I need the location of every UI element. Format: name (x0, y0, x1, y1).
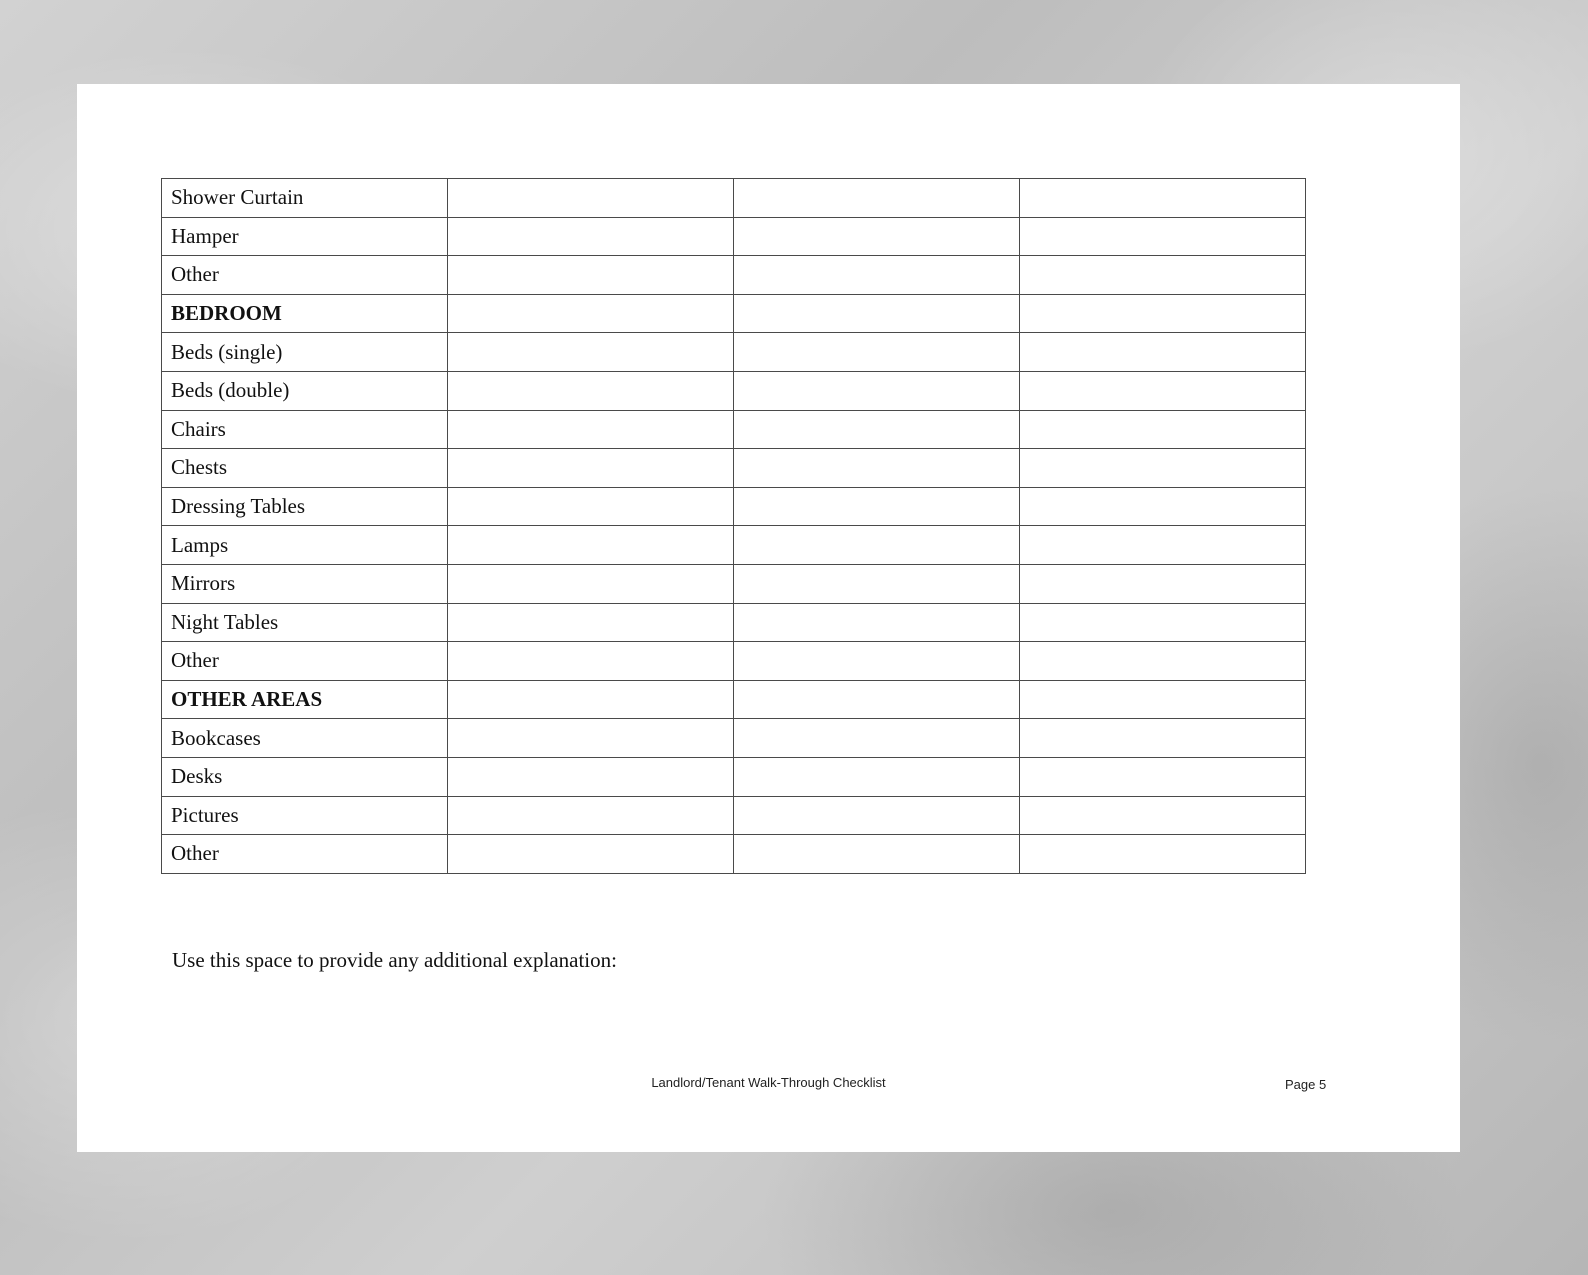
item-label: Lamps (162, 526, 448, 565)
entry-cell[interactable] (1020, 294, 1306, 333)
item-label: Hamper (162, 217, 448, 256)
section-header-row (162, 294, 1306, 333)
entry-cell[interactable] (734, 719, 1020, 758)
table-row (162, 217, 1306, 256)
entry-cell[interactable] (448, 371, 734, 410)
item-label: Other (162, 835, 448, 874)
item-label: Bookcases (162, 719, 448, 758)
item-label: Beds (single) (162, 333, 448, 372)
entry-cell[interactable] (448, 333, 734, 372)
entry-cell[interactable] (1020, 564, 1306, 603)
item-label: Pictures (162, 796, 448, 835)
entry-cell[interactable] (448, 719, 734, 758)
table-row (162, 333, 1306, 372)
table-row (162, 449, 1306, 488)
item-label: Other (162, 256, 448, 295)
table-row (162, 410, 1306, 449)
entry-cell[interactable] (1020, 333, 1306, 372)
entry-cell[interactable] (734, 835, 1020, 874)
entry-cell[interactable] (448, 256, 734, 295)
entry-cell[interactable] (1020, 603, 1306, 642)
entry-cell[interactable] (734, 526, 1020, 565)
entry-cell[interactable] (1020, 410, 1306, 449)
table-row (162, 757, 1306, 796)
table-row (162, 642, 1306, 681)
entry-cell[interactable] (1020, 757, 1306, 796)
entry-cell[interactable] (448, 835, 734, 874)
table-row (162, 603, 1306, 642)
section-header-row (162, 680, 1306, 719)
item-label: Chairs (162, 410, 448, 449)
item-label: Night Tables (162, 603, 448, 642)
additional-explanation-note: Use this space to provide any additional explanation: (172, 948, 617, 972)
entry-cell[interactable] (1020, 371, 1306, 410)
entry-cell[interactable] (1020, 487, 1306, 526)
entry-cell[interactable] (734, 179, 1020, 218)
entry-cell[interactable] (1020, 179, 1306, 218)
entry-cell[interactable] (448, 603, 734, 642)
entry-cell[interactable] (1020, 217, 1306, 256)
table-row (162, 835, 1306, 874)
entry-cell[interactable] (734, 680, 1020, 719)
entry-cell[interactable] (734, 371, 1020, 410)
entry-cell[interactable] (734, 410, 1020, 449)
entry-cell[interactable] (1020, 680, 1306, 719)
table-row (162, 719, 1306, 758)
entry-cell[interactable] (734, 564, 1020, 603)
table-row (162, 256, 1306, 295)
entry-cell[interactable] (734, 603, 1020, 642)
item-label: Dressing Tables (162, 487, 448, 526)
table-row (162, 564, 1306, 603)
item-label: Other (162, 642, 448, 681)
entry-cell[interactable] (448, 410, 734, 449)
item-label: Chests (162, 449, 448, 488)
section-heading: BEDROOM (162, 294, 448, 333)
document-page (77, 84, 1460, 1152)
entry-cell[interactable] (448, 179, 734, 218)
entry-cell[interactable] (1020, 526, 1306, 565)
entry-cell[interactable] (734, 449, 1020, 488)
entry-cell[interactable] (734, 642, 1020, 681)
checklist-table-body (162, 179, 1306, 874)
entry-cell[interactable] (448, 642, 734, 681)
entry-cell[interactable] (1020, 642, 1306, 681)
item-label: Beds (double) (162, 371, 448, 410)
entry-cell[interactable] (448, 487, 734, 526)
entry-cell[interactable] (734, 757, 1020, 796)
entry-cell[interactable] (734, 256, 1020, 295)
entry-cell[interactable] (448, 796, 734, 835)
entry-cell[interactable] (448, 564, 734, 603)
entry-cell[interactable] (448, 680, 734, 719)
table-row (162, 487, 1306, 526)
entry-cell[interactable] (1020, 256, 1306, 295)
entry-cell[interactable] (734, 796, 1020, 835)
checklist-table (161, 178, 1306, 874)
entry-cell[interactable] (448, 526, 734, 565)
entry-cell[interactable] (448, 294, 734, 333)
item-label: Desks (162, 757, 448, 796)
table-row (162, 371, 1306, 410)
table-row (162, 526, 1306, 565)
entry-cell[interactable] (734, 217, 1020, 256)
entry-cell[interactable] (734, 487, 1020, 526)
entry-cell[interactable] (448, 449, 734, 488)
section-heading: OTHER AREAS (162, 680, 448, 719)
entry-cell[interactable] (448, 217, 734, 256)
item-label: Mirrors (162, 564, 448, 603)
entry-cell[interactable] (1020, 449, 1306, 488)
entry-cell[interactable] (1020, 796, 1306, 835)
entry-cell[interactable] (448, 757, 734, 796)
entry-cell[interactable] (734, 333, 1020, 372)
item-label: Shower Curtain (162, 179, 448, 218)
footer-page-number: Page 5 (1285, 1077, 1327, 1092)
entry-cell[interactable] (1020, 719, 1306, 758)
footer-title: Landlord/Tenant Walk-Through Checklist (651, 1075, 886, 1090)
entry-cell[interactable] (734, 294, 1020, 333)
entry-cell[interactable] (1020, 835, 1306, 874)
table-row (162, 796, 1306, 835)
table-row (162, 179, 1306, 218)
